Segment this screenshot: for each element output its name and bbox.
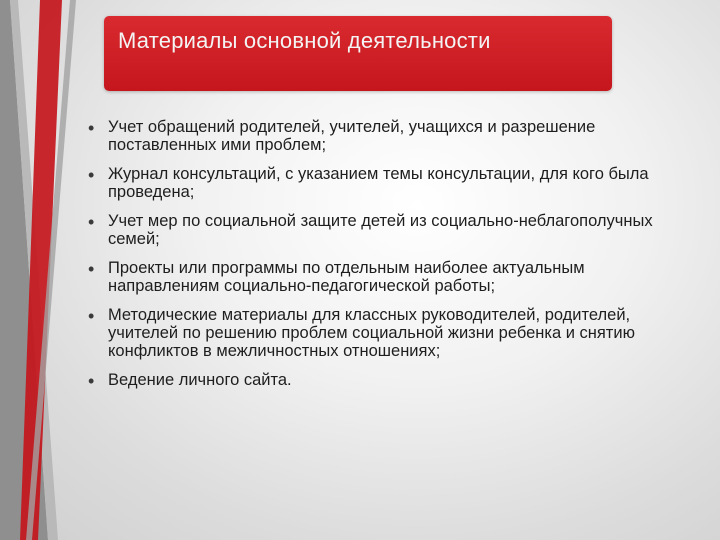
bullet-text: Учет мер по социальной защите детей из социально-неблагополучных семей; <box>108 212 653 248</box>
bullet-list <box>88 118 653 400</box>
bullet-item <box>88 165 653 201</box>
bullet-dot-icon: • <box>88 371 95 391</box>
bullet-dot-icon: • <box>88 259 95 279</box>
bullet-item <box>88 259 653 295</box>
bullet-dot-icon: • <box>88 306 95 326</box>
bullet-text: Проекты или программы по отдельным наиболее актуальным направлениям социально-педагогической работы; <box>108 259 585 295</box>
bullet-item <box>88 118 653 154</box>
bullet-dot-icon: • <box>88 118 95 138</box>
bullet-text: Учет обращений родителей, учителей, учащихся и разрешение поставленных ими проблем; <box>108 118 596 154</box>
bullet-text: Журнал консультаций, с указанием темы консультации, для кого была проведена; <box>108 165 649 201</box>
bullet-item <box>88 306 653 360</box>
slide-title: Материалы основной деятельности <box>118 28 491 53</box>
bullet-dot-icon: • <box>88 212 95 232</box>
bullet-text: Ведение личного сайта. <box>108 371 292 389</box>
title-banner <box>104 16 612 91</box>
bullet-text: Методические материалы для классных руководителей, родителей, учителей по решению проблем социальной жизни ребенка и снятию конфликтов в межличностных отношениях; <box>108 306 635 360</box>
bullet-item <box>88 212 653 248</box>
bullet-item <box>88 371 653 389</box>
bullet-dot-icon: • <box>88 165 95 185</box>
